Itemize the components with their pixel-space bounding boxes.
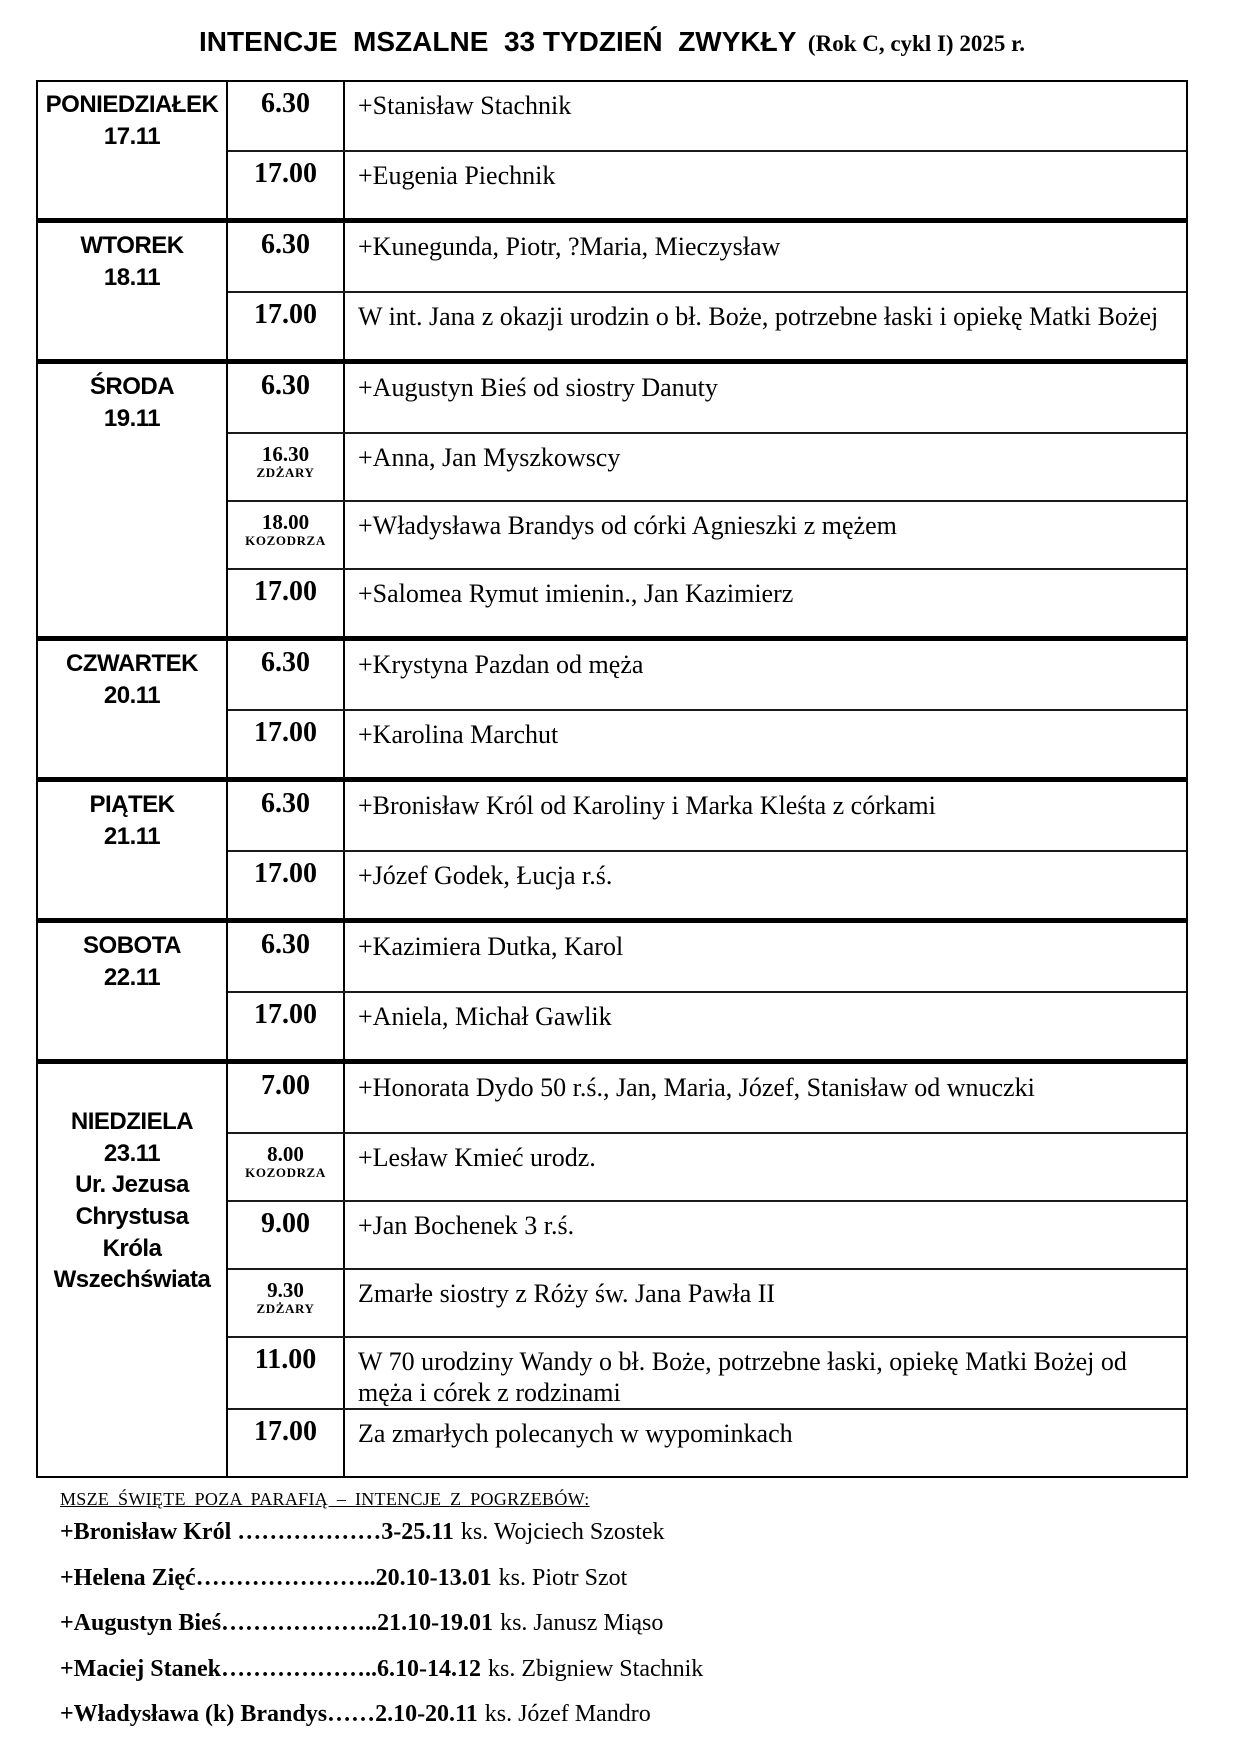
mass-intention: +Kazimiera Dutka, Karol — [358, 932, 624, 961]
day-block-piatek — [38, 777, 1186, 918]
mass-time: 11.00 — [254, 1344, 317, 1375]
mass-time: 17.00 — [254, 576, 317, 607]
day-date: 18.11 — [103, 263, 161, 291]
mass-intention: +Salomea Rymut imienin., Jan Kazimierz — [358, 579, 794, 608]
mass-time-cell — [228, 993, 345, 1059]
day-block-czwartek — [38, 636, 1186, 777]
mass-time-cell — [228, 1134, 345, 1200]
mass-time: 17.00 — [254, 717, 317, 748]
day-block-sroda — [38, 359, 1186, 636]
mass-row — [228, 782, 1186, 850]
mass-intention: +Honorata Dydo 50 r.ś., Jan, Maria, Józef, Stanisław od wnuczki — [358, 1073, 1035, 1102]
day-cell — [38, 223, 228, 359]
day-date: 23.11 — [103, 1139, 161, 1167]
mass-time: 16.30 — [261, 442, 310, 466]
mass-time: 17.00 — [254, 1416, 317, 1448]
funeral-priest: ks. Józef Mandro — [484, 1700, 651, 1727]
funeral-dates: 6.10-14.12 — [376, 1655, 481, 1682]
mass-time-cell — [228, 152, 345, 218]
mass-time: 8.00 — [267, 1142, 304, 1166]
mass-place: KOZODRZA — [245, 533, 326, 549]
mass-row — [228, 1064, 1186, 1132]
mass-intention: +Bronisław Król od Karoliny i Marka Kleśta z córkami — [358, 791, 936, 820]
funeral-name: +Władysława (k) Brandys…… — [60, 1700, 376, 1727]
day-block-poniedzialek — [38, 82, 1186, 218]
mass-row — [228, 432, 1186, 500]
mass-row — [228, 1268, 1186, 1336]
mass-row — [228, 500, 1186, 568]
mass-intention: +Karolina Marchut — [358, 720, 559, 749]
day-cell — [38, 641, 228, 777]
day-name: PIĄTEK — [89, 791, 175, 818]
mass-time-cell — [228, 293, 345, 359]
day-name: WTOREK — [80, 232, 184, 259]
mass-intention: +Lesław Kmieć urodz. — [358, 1143, 596, 1172]
funeral-priest: ks. Janusz Miąso — [500, 1610, 664, 1637]
footer-heading: MSZE ŚWIĘTE POZA PARAFIĄ – INTENCJE Z POGRZEBÓW: — [60, 1489, 590, 1510]
funeral-dates: 21.10-19.01 — [377, 1610, 494, 1637]
day-date: 17.11 — [103, 122, 161, 150]
mass-intention: +Eugenia Piechnik — [358, 161, 556, 190]
day-block-wtorek — [38, 218, 1186, 359]
mass-place: ZDŻARY — [256, 1301, 315, 1317]
mass-time: 9.30 — [267, 1278, 304, 1302]
day-block-sobota — [38, 918, 1186, 1059]
day-date: 20.11 — [103, 681, 161, 709]
mass-rows — [228, 641, 1186, 777]
mass-intention: Zmarłe siostry z Róży św. Jana Pawła II — [358, 1279, 776, 1308]
title-suffix: (Rok C, cykl I) 2025 r. — [796, 31, 1025, 56]
mass-intention: +Stanisław Stachnik — [358, 91, 572, 120]
day-date: 22.11 — [103, 963, 161, 991]
mass-time: 17.00 — [254, 158, 317, 189]
mass-time-cell — [228, 711, 345, 777]
mass-row — [228, 991, 1186, 1059]
mass-intention: +Aniela, Michał Gawlik — [358, 1002, 612, 1031]
mass-intention: +Kunegunda, Piotr, ?Maria, Mieczysław — [358, 232, 781, 261]
funeral-priest: ks. Wojciech Szostek — [460, 1519, 665, 1546]
mass-rows — [228, 364, 1186, 636]
day-extra-line: Wszechświata — [53, 1266, 211, 1294]
funeral-name: +Bronisław Król ……………… — [60, 1519, 382, 1546]
mass-row — [228, 1132, 1186, 1200]
funeral-name: +Helena Zięć………………….. — [60, 1564, 376, 1591]
mass-place: ZDŻARY — [256, 465, 315, 481]
mass-rows — [228, 782, 1186, 918]
funeral-item — [60, 1701, 1240, 1727]
mass-time-cell — [228, 434, 345, 500]
day-cell — [38, 82, 228, 218]
mass-time-cell — [228, 852, 345, 918]
mass-time-cell — [228, 570, 345, 636]
mass-time-cell — [228, 1338, 345, 1408]
mass-rows — [228, 82, 1186, 218]
mass-time: 6.30 — [261, 788, 310, 819]
mass-time: 18.00 — [261, 510, 310, 534]
funeral-item — [60, 1519, 1240, 1545]
mass-intention: W int. Jana z okazji urodzin o bł. Boże, potrzebne łaski i opiekę Matki Bożej — [358, 302, 1159, 331]
funeral-item — [60, 1565, 1240, 1591]
funeral-priest: ks. Piotr Szot — [498, 1564, 628, 1591]
mass-row — [228, 1408, 1186, 1476]
mass-time-cell — [228, 1202, 345, 1268]
funeral-dates: 3-25.11 — [381, 1519, 454, 1546]
day-date: 19.11 — [103, 404, 161, 432]
mass-row — [228, 150, 1186, 218]
mass-time-cell — [228, 364, 345, 432]
mass-rows — [228, 223, 1186, 359]
day-cell — [38, 1064, 228, 1476]
funeral-item — [60, 1656, 1240, 1682]
mass-intention: +Jan Bochenek 3 r.ś. — [358, 1211, 575, 1240]
day-name: ŚRODA — [89, 373, 175, 400]
mass-row — [228, 923, 1186, 991]
title-main: INTENCJE MSZALNE 33 TYDZIEŃ ZWYKŁY — [199, 26, 797, 57]
mass-place: KOZODRZA — [245, 1165, 326, 1181]
mass-time-cell — [228, 82, 345, 150]
mass-time: 6.30 — [261, 647, 310, 678]
mass-row — [228, 1336, 1186, 1408]
mass-row — [228, 1200, 1186, 1268]
mass-time: 17.00 — [254, 858, 317, 889]
day-block-niedziela — [38, 1059, 1186, 1476]
mass-time: 6.30 — [261, 229, 310, 260]
mass-row — [228, 850, 1186, 918]
day-cell — [38, 923, 228, 1059]
funeral-dates: 2.10-20.11 — [375, 1700, 478, 1727]
mass-time-cell — [228, 782, 345, 850]
mass-intention: +Władysława Brandys od córki Agnieszki z mężem — [358, 511, 897, 540]
funeral-dates: 20.10-13.01 — [375, 1564, 492, 1591]
mass-time: 6.30 — [261, 929, 310, 960]
funeral-priest: ks. Zbigniew Stachnik — [487, 1655, 704, 1682]
day-extra-line: Chrystusa — [75, 1203, 189, 1231]
day-name: PONIEDZIAŁEK — [45, 91, 219, 118]
mass-time-cell — [228, 923, 345, 991]
day-date: 21.11 — [103, 822, 161, 850]
mass-time: 17.00 — [254, 999, 317, 1030]
mass-time: 9.00 — [261, 1208, 310, 1239]
mass-row — [228, 291, 1186, 359]
funeral-name: +Augustyn Bieś……………….. — [60, 1610, 378, 1637]
mass-time: 7.00 — [261, 1070, 310, 1101]
mass-time-cell — [228, 641, 345, 709]
mass-intention: Za zmarłych polecanych w wypominkach — [358, 1419, 793, 1449]
mass-intention: W 70 urodziny Wandy o bł. Boże, potrzebne łaski, opiekę Matki Bożej od męża i córek z rodzinami — [358, 1347, 1127, 1408]
funeral-name: +Maciej Stanek……………….. — [60, 1655, 377, 1682]
mass-time: 6.30 — [261, 370, 310, 401]
mass-time: 6.30 — [261, 88, 310, 119]
mass-row — [228, 709, 1186, 777]
mass-rows — [228, 923, 1186, 1059]
day-extra-line: Króla — [102, 1234, 162, 1262]
mass-row — [228, 641, 1186, 709]
day-extra-line: Ur. Jezusa — [75, 1171, 189, 1199]
mass-time-cell — [228, 1270, 345, 1336]
footer-section — [60, 1489, 1240, 1727]
mass-row — [228, 82, 1186, 150]
day-name: SOBOTA — [83, 932, 181, 959]
day-name: CZWARTEK — [66, 650, 198, 677]
mass-row — [228, 223, 1186, 291]
mass-intention: +Anna, Jan Myszkowscy — [358, 443, 621, 472]
mass-time-cell — [228, 1410, 345, 1476]
mass-time-cell — [228, 502, 345, 568]
day-name: NIEDZIELA — [70, 1108, 194, 1135]
mass-intention: +Józef Godek, Łucja r.ś. — [358, 861, 613, 890]
schedule-table — [36, 80, 1188, 1478]
day-cell — [38, 364, 228, 636]
mass-intention: +Krystyna Pazdan od męża — [358, 650, 644, 679]
mass-row — [228, 568, 1186, 636]
mass-intention: +Augustyn Bieś od siostry Danuty — [358, 373, 718, 402]
page-title — [36, 26, 1188, 58]
mass-time: 17.00 — [254, 299, 317, 330]
mass-rows — [228, 1064, 1186, 1476]
mass-row — [228, 364, 1186, 432]
funeral-item — [60, 1610, 1240, 1636]
mass-time-cell — [228, 1064, 345, 1132]
day-cell — [38, 782, 228, 918]
mass-time-cell — [228, 223, 345, 291]
